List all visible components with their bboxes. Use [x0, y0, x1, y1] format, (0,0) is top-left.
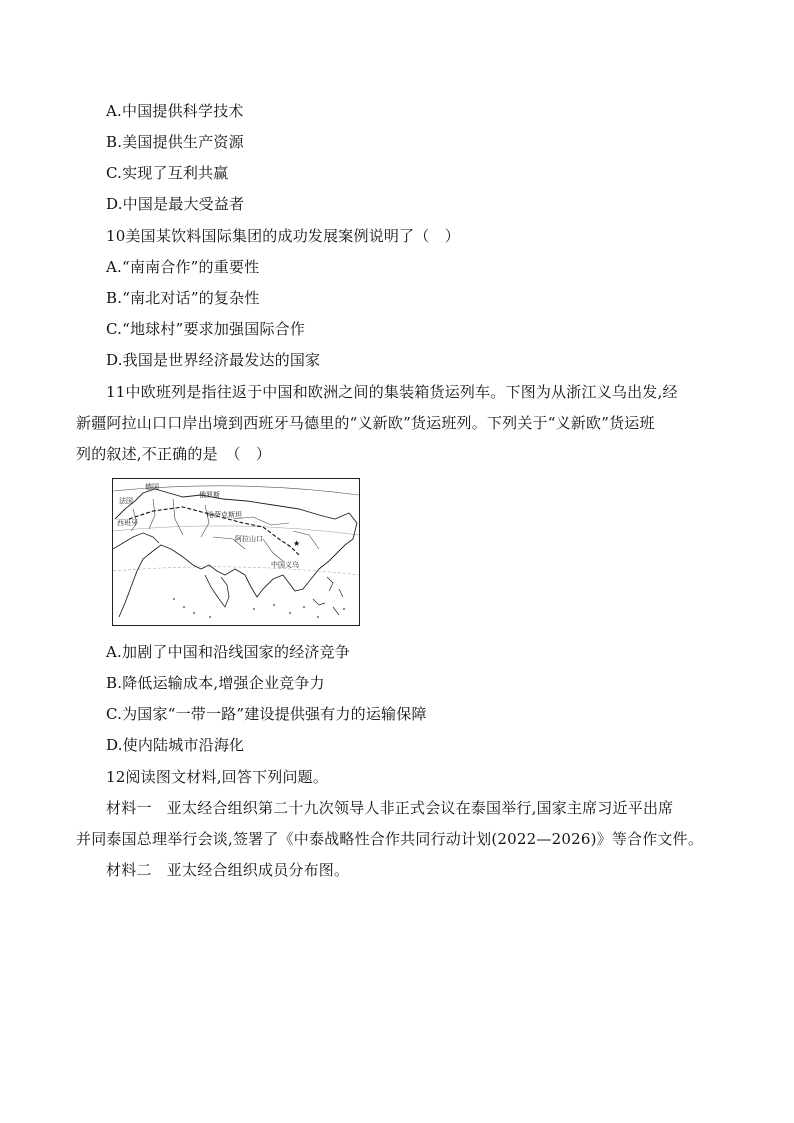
q9-option-d: D.中国是最大受益者: [106, 195, 245, 213]
q11-option-d: D.使内陆城市沿海化: [106, 736, 245, 754]
map-drawing: [113, 479, 359, 625]
small-islands: [173, 599, 345, 617]
capital-star-icon: ★: [293, 539, 301, 548]
yixinou-route-map: [112, 478, 360, 626]
country-border: [131, 499, 319, 561]
label-yiwu: 中国义乌: [271, 561, 299, 569]
q9-option-c: C.实现了互利共赢: [106, 164, 229, 182]
q12-material1-line-1: 材料一 亚太经合组织第二十九次领导人非正式会议在泰国举行,国家主席习近平出席: [106, 799, 674, 817]
label-germany: 德国: [145, 483, 159, 491]
q10-option-d: D.我国是世界经济最发达的国家: [106, 351, 321, 369]
q12-material2: 材料二 亚太经合组织成员分布图。: [106, 861, 350, 879]
q12-stem: 12阅读图文材料,回答下列问题。: [106, 768, 329, 786]
q10-option-c: C.“地球村”要求加强国际合作: [106, 320, 306, 338]
island: [313, 577, 343, 615]
coastline: [205, 575, 229, 607]
label-russia: 俄罗斯: [199, 491, 220, 499]
label-spain: 西班牙: [117, 519, 138, 527]
label-france: 法国: [119, 497, 133, 505]
coastline: [115, 489, 357, 617]
q11-option-c: C.为国家“一带一路”建设提供强有力的运输保障: [106, 705, 427, 723]
q9-option-b: B.美国提供生产资源: [106, 133, 244, 151]
q10-option-b: B.“南北对话”的复杂性: [106, 289, 260, 307]
q11-stem-line-1: 11中欧班列是指往返于中国和欧洲之间的集装箱货运列车。下图为从浙江义乌出发,经: [106, 383, 678, 401]
q10-option-a: A.“南南合作”的重要性: [106, 258, 260, 276]
label-kazakhstan: 哈萨克斯坦: [207, 511, 242, 519]
q11-stem-line-3: 列的叙述,不正确的是 （ ）: [76, 445, 272, 463]
q11-option-a: A.加剧了中国和沿线国家的经济竞争: [106, 643, 351, 661]
q10-stem: 10美国某饮料国际集团的成功发展案例说明了（ ）: [106, 227, 460, 245]
q11-stem-line-2: 新疆阿拉山口口岸出境到西班牙马德里的“义新欧”货运班列。下列关于“义新欧”货运班: [76, 414, 655, 432]
q12-material1-line-2: 并同泰国总理举行会谈,签署了《中泰战略性合作共同行动计划(2022—2026)》等合作文件。: [76, 830, 704, 848]
q11-option-b: B.降低运输成本,增强企业竞争力: [106, 674, 325, 692]
latitude-line: [113, 567, 359, 575]
coastline: [113, 533, 159, 549]
label-alashankou: 阿拉山口: [235, 535, 263, 543]
q9-option-a: A.中国提供科学技术: [106, 102, 244, 120]
